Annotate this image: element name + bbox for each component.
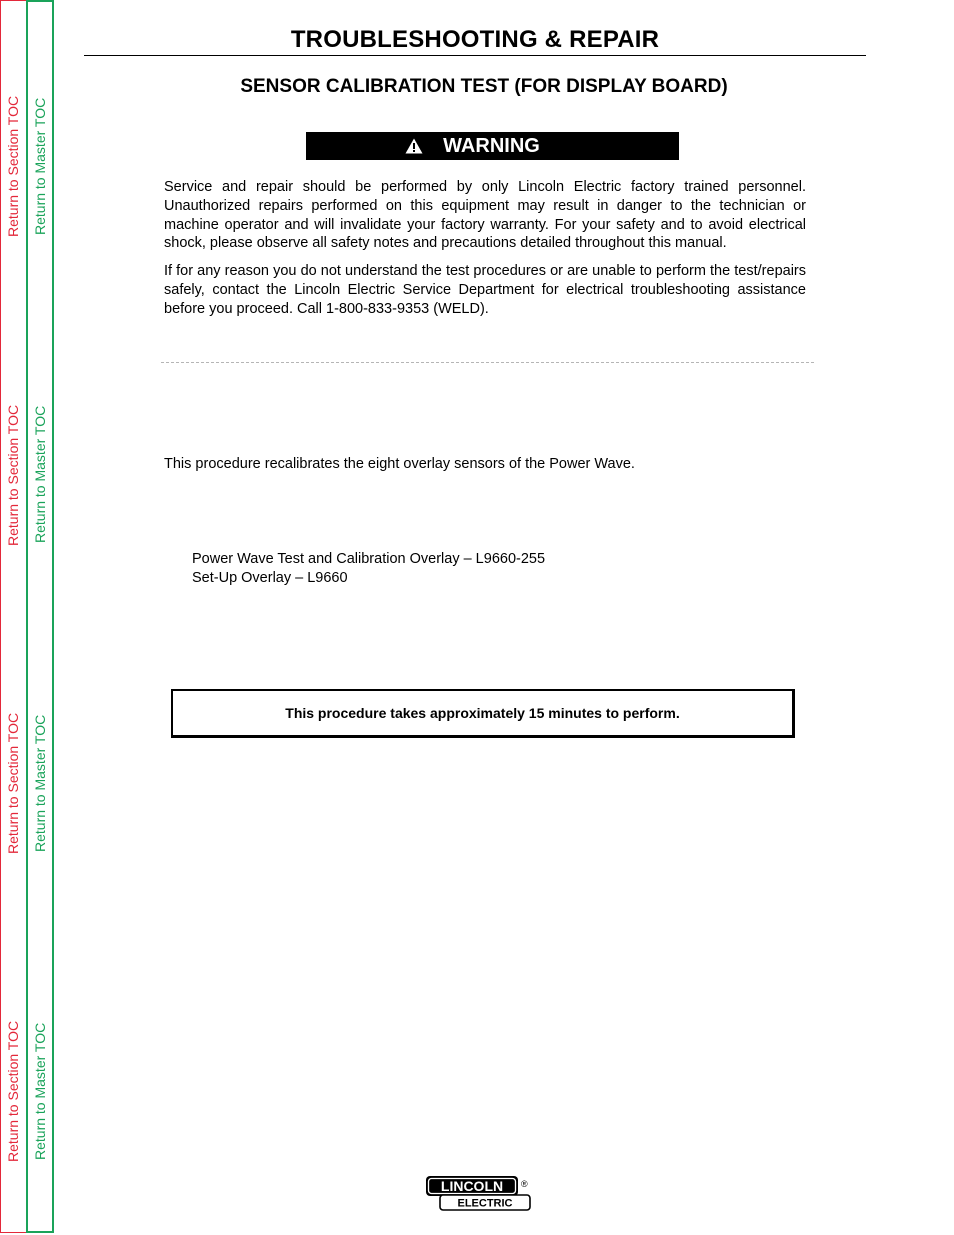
page-title: TROUBLESHOOTING & REPAIR <box>290 26 660 53</box>
return-to-master-toc-link-2[interactable]: Return to Master TOC <box>32 405 48 543</box>
return-to-master-toc-link-4[interactable]: Return to Master TOC <box>32 1022 48 1160</box>
warning-paragraph-2: If for any reason you do not understand the test procedures or are unable to perform the test/repairs safely, contact the Lincoln Electric Service Department for electrical troubleshooting assistance before you proceed. Call 1-800-833-9353 (WELD). <box>164 263 806 317</box>
section-title: SENSOR CALIBRATION TEST (FOR DISPLAY BOARD) <box>240 76 728 97</box>
material-item-1: Power Wave Test and Calibration Overlay – L9660-255 <box>192 551 546 567</box>
lincoln-electric-logo <box>425 1174 535 1214</box>
time-note-text: This procedure takes approximately 15 minutes to perform. <box>285 705 680 721</box>
return-to-master-toc-link-3[interactable]: Return to Master TOC <box>32 714 48 852</box>
time-note-box <box>171 689 795 738</box>
logo-bottom-text: ELECTRIC <box>457 1197 513 1210</box>
logo-top-text: LINCOLN <box>440 1178 504 1194</box>
return-to-section-toc-link-1[interactable]: Return to Section TOC <box>5 95 21 237</box>
warning-banner <box>306 132 679 160</box>
description-text: This procedure recalibrates the eight overlay sensors of the Power Wave. <box>164 456 635 472</box>
section-divider <box>161 362 814 363</box>
warning-paragraph-1: Service and repair should be performed by only Lincoln Electric factory trained personnel. Unauthorized repairs performed on this equipment may result in danger to the technician or machine operator and will invalidate your factory warranty. For your safety and to avoid electrical shock, please observe all safety notes and precautions detailed throughout this manual. <box>164 179 806 252</box>
warning-triangle-icon <box>405 138 423 154</box>
return-to-master-toc-link-1[interactable]: Return to Master TOC <box>32 97 48 235</box>
return-to-section-toc-link-3[interactable]: Return to Section TOC <box>5 712 21 854</box>
return-to-section-toc-link-2[interactable]: Return to Section TOC <box>5 404 21 546</box>
return-to-section-toc-link-4[interactable]: Return to Section TOC <box>5 1020 21 1162</box>
material-item-2: Set-Up Overlay – L9660 <box>192 570 348 586</box>
header-divider <box>84 55 866 56</box>
warning-label: WARNING <box>443 134 540 157</box>
logo-registered-mark: ® <box>521 1179 528 1189</box>
